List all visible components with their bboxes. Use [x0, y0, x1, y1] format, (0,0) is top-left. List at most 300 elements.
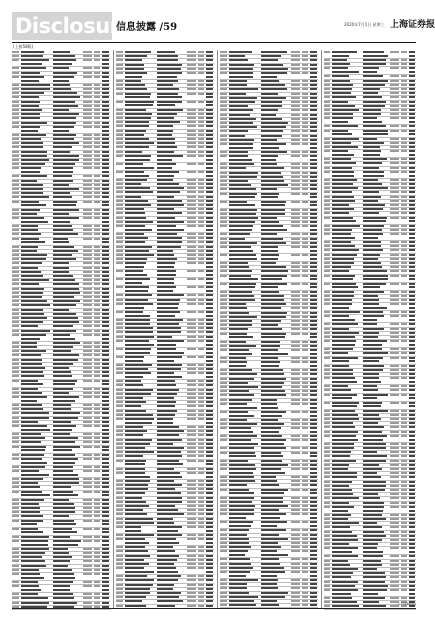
- table-cell-text: [363, 233, 383, 235]
- table-cell-text: [94, 225, 100, 227]
- table-cell-text: [332, 394, 357, 396]
- table-cell-text: [409, 254, 415, 256]
- table-cell-text: [302, 579, 308, 581]
- table-cell-text: [324, 539, 330, 541]
- table-cell-text: [261, 118, 282, 120]
- table-cell-text: [324, 560, 330, 562]
- table-cell-text: [102, 122, 109, 124]
- table-cell-text: [94, 325, 100, 327]
- table-cell-text: [324, 576, 330, 578]
- table-cell-text: [116, 430, 123, 432]
- table-cell-text: [229, 489, 249, 491]
- table-cell-text: [187, 368, 197, 370]
- table-cell-text: [157, 254, 174, 256]
- table-cell-text: [390, 357, 399, 359]
- table-cell-text: [291, 295, 301, 297]
- table-cell-text: [198, 225, 204, 227]
- table-cell-text: [187, 588, 197, 590]
- table-cell-text: [363, 514, 382, 516]
- table-cell-text: [302, 592, 308, 594]
- table-cell-text: [12, 317, 19, 319]
- table-cell-text: [261, 333, 286, 335]
- table-cell-text: [220, 88, 227, 90]
- table-cell-text: [116, 183, 123, 185]
- table-cell-text: [94, 209, 100, 211]
- table-cell-text: [198, 84, 204, 86]
- table-cell-text: [53, 531, 76, 533]
- table-cell-text: [53, 482, 79, 484]
- table-cell-text: [116, 113, 123, 115]
- table-cell-text: [261, 571, 285, 573]
- table-cell-text: [102, 503, 109, 505]
- table-cell-text: [125, 331, 153, 333]
- table-cell-text: [206, 505, 213, 507]
- table-cell-text: [390, 138, 399, 140]
- table-cell-text: [21, 454, 45, 456]
- table-cell-text: [102, 138, 109, 140]
- table-cell-text: [390, 283, 399, 285]
- disclosure-table-column-3: [220, 50, 318, 608]
- table-cell-text: [116, 348, 123, 350]
- table-cell-text: [94, 597, 100, 599]
- table-cell-text: [125, 447, 145, 449]
- table-cell-text: [102, 334, 109, 336]
- table-cell-text: [220, 246, 227, 248]
- table-cell-text: [291, 97, 301, 99]
- table-cell-text: [363, 410, 388, 412]
- table-cell-text: [310, 517, 317, 519]
- table-cell-text: [53, 151, 70, 153]
- table-cell-text: [187, 130, 197, 132]
- table-cell-text: [310, 97, 317, 99]
- table-cell-text: [198, 217, 204, 219]
- table-cell-text: [116, 142, 123, 144]
- table-cell-text: [324, 191, 330, 193]
- table-cell-text: [409, 319, 415, 321]
- table-cell-text: [401, 464, 407, 466]
- table-cell-text: [390, 555, 399, 557]
- table-cell-text: [229, 345, 256, 347]
- table-cell-text: [206, 443, 213, 445]
- table-cell-text: [401, 422, 407, 424]
- table-cell-text: [187, 196, 197, 198]
- table-cell-text: [12, 279, 19, 281]
- table-cell-text: [310, 242, 317, 244]
- table-cell-text: [390, 191, 399, 193]
- table-cell-text: [401, 130, 407, 132]
- table-cell-text: [187, 250, 197, 252]
- table-cell-text: [390, 506, 399, 508]
- table-cell-text: [324, 270, 330, 272]
- table-cell-text: [53, 470, 73, 472]
- table-cell-text: [21, 577, 44, 579]
- table-cell-text: [229, 193, 258, 195]
- table-cell-text: [21, 380, 38, 382]
- table-cell-text: [229, 431, 253, 433]
- table-cell-text: [261, 188, 276, 190]
- table-cell-text: [198, 501, 204, 503]
- table-cell-text: [83, 72, 93, 74]
- table-cell-text: [401, 531, 407, 533]
- table-cell-text: [390, 576, 399, 578]
- table-cell-text: [206, 270, 213, 272]
- table-cell-text: [125, 555, 150, 557]
- table-cell-text: [21, 446, 47, 448]
- table-cell-text: [206, 344, 213, 346]
- table-cell-text: [83, 101, 93, 103]
- table-cell-text: [409, 204, 415, 206]
- table-cell-text: [206, 262, 213, 264]
- table-cell-text: [53, 159, 79, 161]
- table-cell-text: [157, 175, 174, 177]
- table-cell-text: [21, 159, 49, 161]
- table-cell-text: [324, 460, 330, 462]
- table-cell-text: [363, 175, 384, 177]
- table-cell-text: [206, 229, 213, 231]
- table-cell-text: [206, 311, 213, 313]
- table-cell-text: [310, 312, 317, 314]
- table-cell-text: [94, 404, 100, 406]
- table-cell-text: [53, 359, 78, 361]
- table-cell-text: [198, 546, 204, 548]
- table-cell-text: [53, 441, 75, 443]
- table-cell-text: [21, 300, 48, 302]
- table-cell-text: [261, 353, 288, 355]
- table-cell-text: [220, 563, 227, 565]
- table-cell-text: [261, 563, 280, 565]
- table-cell-text: [187, 492, 197, 494]
- table-cell-text: [302, 349, 308, 351]
- table-cell-text: [198, 250, 204, 252]
- table-cell-text: [401, 80, 407, 82]
- table-cell-text: [157, 389, 179, 391]
- table-cell-text: [401, 187, 407, 189]
- table-cell-text: [53, 155, 79, 157]
- table-cell-text: [363, 241, 381, 243]
- table-cell-text: [198, 331, 204, 333]
- table-cell-text: [198, 179, 204, 181]
- table-cell-text: [363, 220, 386, 222]
- table-cell-text: [229, 105, 248, 107]
- table-cell-text: [310, 76, 317, 78]
- table-cell-text: [187, 356, 197, 358]
- table-cell-text: [125, 422, 152, 424]
- table-cell-text: [363, 439, 384, 441]
- table-cell-text: [125, 397, 143, 399]
- table-cell-text: [302, 382, 308, 384]
- table-cell-text: [53, 462, 75, 464]
- table-cell-text: [187, 555, 197, 557]
- table-cell-text: [83, 233, 93, 235]
- table-cell-text: [310, 341, 317, 343]
- table-cell-text: [116, 225, 123, 227]
- table-cell-text: [206, 200, 213, 202]
- table-cell-text: [94, 433, 100, 435]
- table-cell-text: [21, 76, 45, 78]
- table-cell-text: [310, 204, 317, 206]
- table-cell-text: [220, 373, 227, 375]
- table-cell-text: [94, 313, 100, 315]
- table-cell-text: [229, 492, 254, 494]
- table-cell-text: [363, 360, 380, 362]
- table-cell-text: [12, 275, 19, 277]
- table-cell-text: [116, 270, 123, 272]
- table-cell-text: [229, 246, 251, 248]
- table-cell-text: [409, 71, 415, 73]
- table-cell-text: [125, 64, 144, 66]
- table-cell-text: [21, 72, 40, 74]
- table-cell-text: [94, 342, 100, 344]
- table-cell-text: [187, 121, 197, 123]
- table-cell-text: [409, 311, 415, 313]
- table-cell-text: [206, 196, 213, 198]
- table-cell-text: [53, 573, 74, 575]
- table-cell-text: [409, 418, 415, 420]
- table-cell-text: [125, 204, 151, 206]
- table-cell-text: [116, 84, 123, 86]
- table-cell-text: [332, 551, 352, 553]
- table-cell-text: [401, 84, 407, 86]
- table-cell-text: [94, 233, 100, 235]
- table-cell-text: [291, 480, 301, 482]
- table-cell-text: [332, 142, 351, 144]
- table-cell-text: [187, 418, 197, 420]
- table-cell-text: [291, 221, 301, 223]
- table-cell-text: [363, 105, 385, 107]
- table-cell-text: [206, 472, 213, 474]
- table-cell-text: [102, 155, 109, 157]
- table-cell-text: [401, 299, 407, 301]
- table-cell-text: [390, 543, 399, 545]
- table-cell-text: [53, 375, 72, 377]
- table-cell-text: [310, 407, 317, 409]
- table-cell-text: [390, 585, 399, 587]
- table-cell-text: [206, 492, 213, 494]
- table-cell-text: [390, 373, 399, 375]
- table-cell-text: [324, 315, 330, 317]
- table-cell-text: [332, 121, 348, 123]
- table-cell-text: [53, 300, 79, 302]
- table-cell-text: [53, 577, 75, 579]
- table-cell-text: [102, 531, 109, 533]
- table-cell-text: [198, 130, 204, 132]
- table-cell-text: [206, 501, 213, 503]
- table-cell-text: [116, 501, 123, 503]
- table-cell-text: [83, 367, 93, 369]
- table-cell-text: [302, 180, 308, 182]
- table-cell-text: [125, 299, 148, 301]
- table-cell-text: [116, 372, 123, 374]
- table-cell-text: [332, 435, 356, 437]
- table-cell-text: [125, 542, 149, 544]
- table-cell-text: [409, 348, 415, 350]
- table-cell-text: [229, 258, 258, 260]
- table-cell-text: [125, 221, 153, 223]
- table-cell-text: [187, 340, 197, 342]
- table-cell-text: [83, 359, 93, 361]
- table-cell-text: [291, 460, 301, 462]
- table-cell-text: [401, 485, 407, 487]
- table-cell-text: [125, 484, 148, 486]
- table-cell-text: [220, 188, 227, 190]
- table-cell-text: [401, 183, 407, 185]
- table-cell-text: [53, 96, 80, 98]
- table-cell-text: [324, 187, 330, 189]
- table-cell-text: [310, 345, 317, 347]
- table-cell-text: [220, 84, 227, 86]
- table-cell-text: [53, 51, 70, 53]
- table-cell-text: [157, 509, 178, 511]
- table-cell-text: [102, 396, 109, 398]
- table-cell-text: [390, 472, 399, 474]
- table-cell-text: [21, 482, 38, 484]
- table-cell-text: [332, 397, 351, 399]
- table-cell-text: [310, 59, 317, 61]
- table-cell-text: [310, 229, 317, 231]
- table-cell-text: [157, 418, 173, 420]
- table-cell-text: [332, 568, 358, 570]
- table-cell-text: [116, 237, 123, 239]
- table-cell-text: [324, 80, 330, 82]
- table-cell-text: [12, 180, 19, 182]
- table-cell-text: [53, 130, 69, 132]
- table-cell-text: [187, 125, 197, 127]
- table-cell-text: [220, 600, 227, 602]
- table-cell-text: [116, 200, 123, 202]
- table-cell-text: [332, 514, 350, 516]
- table-cell-text: [116, 534, 123, 536]
- table-cell-text: [332, 245, 354, 247]
- table-cell-text: [409, 489, 415, 491]
- table-cell-text: [390, 352, 399, 354]
- table-cell-text: [302, 209, 308, 211]
- table-cell-text: [310, 307, 317, 309]
- table-cell-text: [310, 180, 317, 182]
- table-cell-text: [229, 68, 254, 70]
- table-cell-text: [409, 84, 415, 86]
- table-cell-text: [53, 201, 77, 203]
- table-cell-text: [53, 569, 72, 571]
- table-cell-text: [332, 381, 357, 383]
- table-cell-text: [83, 262, 93, 264]
- table-cell-text: [157, 125, 173, 127]
- table-cell-text: [390, 88, 399, 90]
- table-cell-text: [324, 447, 330, 449]
- table-cell-text: [229, 225, 253, 227]
- table-cell-text: [291, 521, 301, 523]
- table-cell-text: [198, 51, 204, 53]
- table-cell-text: [220, 399, 227, 401]
- table-cell-text: [53, 221, 70, 223]
- table-cell-text: [83, 292, 93, 294]
- table-cell-text: [125, 117, 152, 119]
- table-cell-text: [363, 564, 382, 566]
- table-cell-text: [401, 426, 407, 428]
- table-cell-text: [401, 402, 407, 404]
- table-cell-text: [363, 385, 378, 387]
- table-cell-text: [94, 392, 100, 394]
- table-cell-text: [206, 84, 213, 86]
- table-cell-text: [409, 485, 415, 487]
- table-cell-text: [220, 521, 227, 523]
- table-cell-text: [401, 340, 407, 342]
- table-cell-text: [83, 548, 93, 550]
- table-cell-text: [302, 283, 308, 285]
- table-cell-text: [229, 563, 251, 565]
- table-cell-text: [401, 315, 407, 317]
- table-cell-text: [12, 491, 19, 493]
- table-cell-text: [125, 380, 141, 382]
- table-cell-text: [116, 555, 123, 557]
- table-cell-text: [102, 130, 109, 132]
- table-cell-text: [220, 484, 227, 486]
- table-cell-text: [102, 446, 109, 448]
- table-cell-text: [332, 576, 351, 578]
- table-cell-text: [332, 88, 351, 90]
- table-cell-text: [409, 365, 415, 367]
- table-cell-text: [310, 193, 317, 195]
- table-cell-text: [302, 476, 308, 478]
- table-cell-text: [220, 480, 227, 482]
- table-cell-text: [324, 572, 330, 574]
- table-cell-text: [157, 217, 175, 219]
- table-cell-text: [198, 125, 204, 127]
- table-cell-text: [310, 468, 317, 470]
- table-cell-text: [198, 447, 204, 449]
- table-cell-text: [291, 55, 301, 57]
- table-cell-text: [102, 151, 109, 153]
- table-cell-text: [390, 493, 399, 495]
- table-cell-text: [83, 67, 93, 69]
- table-cell-text: [83, 433, 93, 435]
- table-cell-text: [94, 254, 100, 256]
- table-cell-text: [94, 180, 100, 182]
- table-cell-text: [125, 159, 150, 161]
- table-cell-text: [187, 501, 197, 503]
- table-cell-text: [102, 63, 109, 65]
- table-cell-text: [324, 352, 330, 354]
- table-cell-text: [363, 522, 378, 524]
- table-cell-text: [261, 283, 287, 285]
- table-cell-text: [116, 80, 123, 82]
- table-cell-text: [206, 596, 213, 598]
- table-cell-text: [116, 323, 123, 325]
- table-cell-text: [102, 499, 109, 501]
- table-cell-text: [261, 221, 279, 223]
- table-cell-text: [94, 520, 100, 522]
- table-cell-text: [12, 72, 19, 74]
- table-cell-text: [363, 589, 387, 591]
- table-cell-text: [302, 246, 308, 248]
- table-cell-text: [187, 405, 197, 407]
- table-cell-text: [102, 593, 109, 595]
- table-cell-text: [21, 151, 47, 153]
- table-cell-text: [206, 146, 213, 148]
- table-cell-text: [116, 600, 123, 602]
- table-cell-text: [53, 544, 77, 546]
- table-cell-text: [363, 158, 388, 160]
- table-cell-text: [53, 113, 79, 115]
- table-cell-text: [220, 109, 227, 111]
- table-cell-text: [206, 80, 213, 82]
- table-cell-text: [291, 419, 301, 421]
- table-cell-text: [12, 417, 19, 419]
- table-cell-text: [363, 254, 381, 256]
- table-cell-text: [409, 138, 415, 140]
- table-cell-text: [198, 600, 204, 602]
- table-cell-text: [12, 159, 19, 161]
- table-cell-text: [21, 184, 43, 186]
